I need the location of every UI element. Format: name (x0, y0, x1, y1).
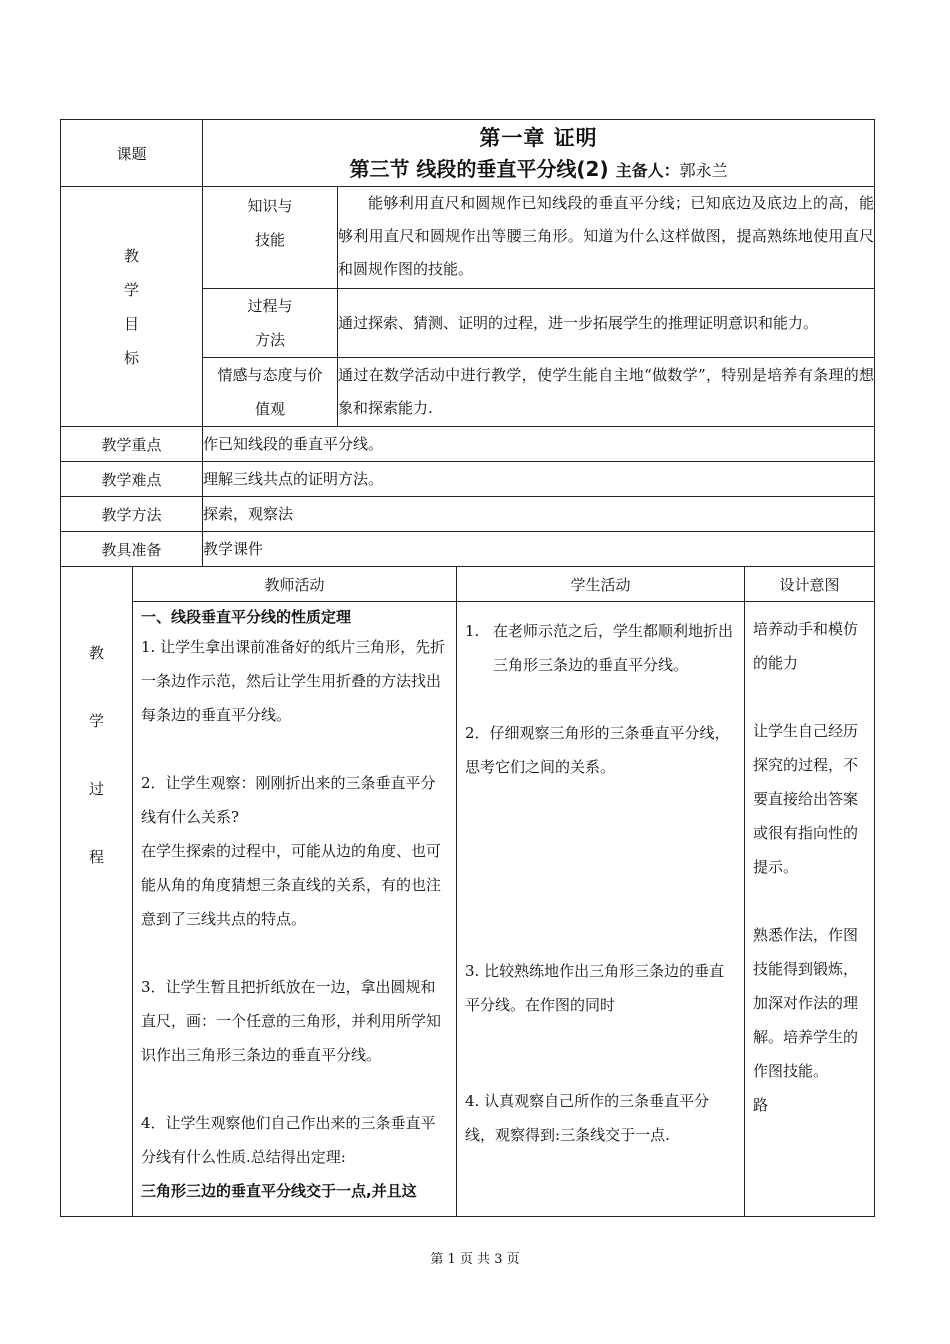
materials-value: 教学课件 (203, 532, 875, 567)
design-intent-header: 设计意图 (745, 567, 875, 602)
title-cell (203, 120, 875, 187)
objective-label-attitude (203, 358, 338, 427)
objective-text-process: 通过探索、猜测、证明的过程，进一步拓展学生的推理证明意识和能力。 (338, 289, 875, 358)
method-value: 探索，观察法 (203, 497, 875, 532)
author-label: 主备人： (615, 161, 680, 180)
difficulty-value: 理解三线共点的证明方法。 (203, 462, 875, 497)
author-name: 郭永兰 (679, 161, 728, 180)
objectives-char: 教 (124, 246, 140, 265)
objective-label-line: 知识与 (247, 197, 293, 215)
student-activity-header: 学生活动 (457, 567, 745, 602)
objectives-char: 学 (124, 280, 140, 299)
objective-label-line: 值观 (255, 400, 286, 418)
teacher-step-2: 2．让学生观察：刚刚折出来的三条垂直平分线有什么关系? (141, 774, 436, 826)
process-char: 程 (88, 848, 104, 866)
materials-label: 教具准备 (61, 532, 203, 567)
teacher-step-3: 3．让学生暂且把折纸放在一边，拿出圆规和直尺，画：一个任意的三角形，并利用所学知识作出三角形三条边的垂直平分线。 (141, 978, 442, 1064)
chapter-title: 第一章 证明 (479, 126, 598, 150)
objective-label-line: 情感与态度与价 (217, 366, 323, 384)
objective-text-knowledge: 能够利用直尺和圆规作已知线段的垂直平分线；已知底边及底边上的高，能够利用直尺和圆规作出等腰三角形。知道为什么这样做图，提高熟练地使用直尺和圆规作图的技能。 (338, 187, 875, 289)
key-point-label: 教学重点 (61, 427, 203, 462)
section-name: 第三节 线段的垂直平分线(2) (349, 157, 609, 181)
teacher-step-2-note: 在学生探索的过程中，可能从边的角度、也可能从角的角度猜想三条直线的关系，有的也注意到了三线共点的特点。 (141, 842, 442, 928)
student-step-4: 4. 认真观察自己所作的三条垂直平分线，观察得到:三条线交于一点. (465, 1092, 710, 1144)
student-step-1 (465, 614, 736, 682)
design-intent-3: 熟悉作法，作图技能得到锻炼，加深对作法的理解。培养学生的作图技能。 (753, 926, 859, 1080)
student-step-2: 2．仔细观察三角形的三条垂直平分线，思考它们之间的关系。 (465, 724, 730, 776)
lesson-plan-table (60, 119, 875, 1217)
teacher-activity-header: 教师活动 (133, 567, 457, 602)
process-char: 教 (88, 644, 104, 662)
objectives-char: 标 (124, 348, 140, 367)
student-step-1-number: 1. (465, 622, 480, 640)
section-title (203, 154, 874, 186)
topic-label: 课题 (61, 120, 203, 187)
teacher-activity-cell (133, 602, 457, 1217)
page-footer: 第 1 页 共 3 页 (430, 1252, 520, 1267)
teacher-step-4: 4．让学生观察他们自己作出来的三条垂直平分线有什么性质.总结得出定理: (141, 1114, 436, 1166)
objective-label-line: 技能 (255, 231, 286, 249)
student-step-1-text: 在老师示范之后，学生都顺利地折出三角形三条边的垂直平分线。 (493, 622, 734, 674)
process-char: 过 (88, 780, 104, 798)
objective-text-attitude: 通过在数学活动中进行教学，使学生能自主地“做数学”，特别是培养有条理的想象和探索能力. (338, 358, 875, 427)
objective-label-line: 过程与 (247, 297, 293, 315)
method-label: 教学方法 (61, 497, 203, 532)
objectives-char: 目 (124, 314, 140, 333)
teacher-step-1: 1. 让学生拿出课前准备好的纸片三角形，先折一条边作示范，然后让学生用折叠的方法找出每条边的垂直平分线。 (141, 638, 446, 724)
objective-label-line: 方法 (255, 331, 286, 349)
difficulty-label: 教学难点 (61, 462, 203, 497)
design-intent-1: 培养动手和模仿的能力 (753, 620, 859, 672)
theorem-text: 三角形三边的垂直平分线交于一点,并且这 (141, 1182, 417, 1200)
design-intent-cell (745, 602, 875, 1217)
student-activity-cell (457, 602, 745, 1217)
objective-label-knowledge (203, 187, 338, 289)
design-intent-4: 路 (753, 1096, 769, 1114)
process-char: 学 (88, 712, 104, 730)
key-point-value: 作已知线段的垂直平分线。 (203, 427, 875, 462)
objectives-label (61, 187, 203, 427)
process-label (61, 567, 133, 1217)
teacher-heading: 一、线段垂直平分线的性质定理 (141, 608, 352, 626)
objective-label-process (203, 289, 338, 358)
student-step-3: 3. 比较熟练地作出三角形三条边的垂直平分线。在作图的同时 (465, 962, 725, 1014)
design-intent-2: 让学生自己经历探究的过程，不要直接给出答案或很有指向性的提示。 (753, 722, 859, 876)
